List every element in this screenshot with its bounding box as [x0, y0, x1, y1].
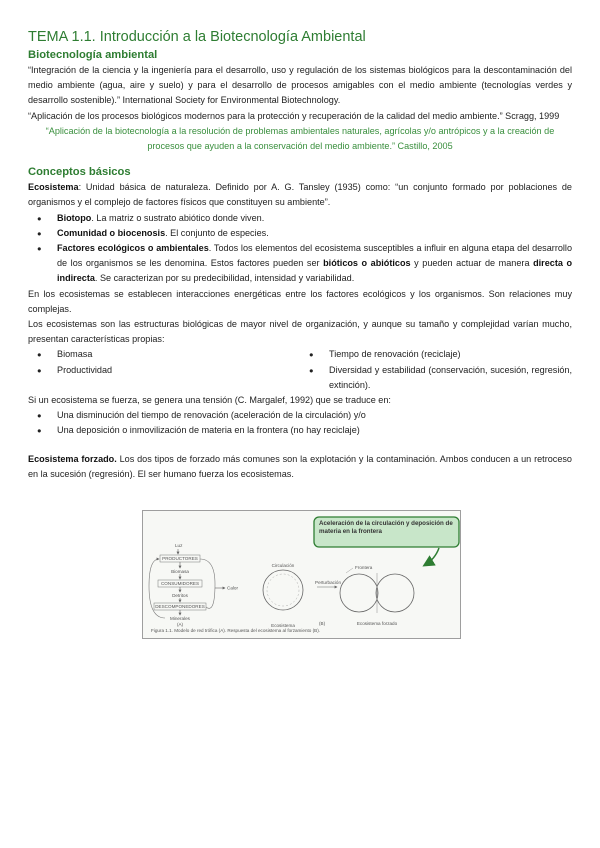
label-ecosistema-forzado: Ecosistema forzado: [356, 621, 398, 626]
list-item-comunidad: [28, 226, 572, 241]
label-consumidores: CONSUMIDORES: [160, 581, 200, 587]
term-bioticos-abioticos: bióticos o abióticos: [323, 258, 411, 269]
quote-isebiotech: “Integración de la ciencia y la ingeniería para el desarrollo, uso y regulación de los sistemas biológicos para la descontaminación del medio ambiente (agua, aire y suelo) y para el desarrollo de procesos amigables con el medio ambiente (tecnologías verdes y desarrollo sostenible).” International Society for Environmental Biotechnology.: [28, 65, 572, 106]
label-descomponedores: DESCOMPONEDORES: [155, 604, 205, 610]
label-biomasa: Biomasa: [171, 569, 189, 574]
paragraph-ecosistema-forzado: [28, 452, 572, 482]
paragraph-interacciones: En los ecosistemas se establecen interacciones energéticas entre los factores ecológicos y los organismos. Son relaciones muy complejas.: [28, 288, 572, 314]
list-tension: [28, 408, 572, 438]
label-panel-a: (A): [176, 622, 184, 627]
callout-text: Aceleración de la circulación y deposición de materia en la frontera: [319, 520, 453, 535]
quote-scragg: “Aplicación de los procesos biológicos modernos para la protección y recuperación de la calidad del medio ambiente.” Scragg, 1999: [28, 110, 560, 121]
figure-caption: Figura 1.1. Modelo de red trófica (A). Respuesta del ecosistema al forzamiento (B).: [151, 628, 321, 633]
circle-ecosistema: [263, 570, 303, 610]
label-panel-b: (B): [319, 621, 326, 626]
text-factores-1: . Todos los elementos del ecosistema susceptibles a influir en alguna etapa del desarrollo de los organismos se les denomina. Estos factores pueden ser: [57, 243, 573, 269]
list-item: ● Biomasa: [28, 347, 300, 362]
label-luz: Luz: [175, 543, 183, 548]
text-biotopo: . La matriz o sustrato abiótico donde viven.: [91, 212, 265, 223]
document-page: [28, 28, 572, 482]
def-ecosistema: : Unidad básica de naturaleza. Definido por A. G. Tansley (1935) como: “un conjunto formado por poblaciones de organismos y el complejo de factores físicos que constituyen su ambiente”.: [28, 182, 572, 208]
quote-castillo: “Aplicación de la biotecnología a la resolución de problemas ambientales naturales, agrícolas y/o antrópicos y a la creación de procesos que ayuden a la conservación del medio ambiente.” Castillo, 2005: [45, 125, 555, 152]
label-detritos: Detritos: [172, 593, 188, 598]
list-item: ● Una disminución del tiempo de renovación (aceleración de la circulación) y/o: [28, 408, 572, 423]
heading-conceptos-basicos: Conceptos básicos: [28, 166, 131, 179]
circle-forzado-left: [340, 574, 378, 612]
list-item-factores: [28, 241, 572, 287]
properties-columns: [28, 347, 572, 393]
label-circulacion: Circulación: [271, 563, 295, 568]
panel-a-diagram: [149, 543, 238, 627]
text-ecosistema-forzado: Los dos tipos de forzado más comunes son la explotación y la contaminación. Ambos conducen a un retroceso en la sucesión (regresión). El ser humano fuerza los ecosistemas.: [28, 453, 572, 479]
label-minerales: Minerales: [170, 616, 190, 621]
list-components: [28, 211, 572, 287]
label-calor: Calor: [227, 585, 238, 591]
paragraph-ecosistema: [28, 180, 572, 210]
list-item: ● Productividad: [28, 363, 300, 378]
label-perturbacion: Perturbación: [315, 580, 342, 585]
spacer: [28, 439, 572, 452]
text-comunidad: . El conjunto de especies.: [165, 227, 269, 238]
label-frontera: Frontera: [355, 565, 373, 570]
list-item: ● Diversidad y estabilidad (conservación, sucesión, regresión, extinción).: [300, 363, 572, 393]
page-title: TEMA 1.1. Introducción a la Biotecnología Ambiental: [28, 29, 366, 45]
figure-svg: [143, 511, 460, 638]
panel-b-diagram: [263, 563, 414, 628]
term-factores: Factores ecológicos o ambientales: [57, 243, 209, 254]
callout-container: [319, 520, 457, 546]
circle-ecosistema-inner: [267, 574, 299, 606]
term-ecosistema-forzado: Ecosistema forzado.: [28, 453, 117, 464]
text-factores-3: . Se caracterizan por su predecibilidad, intensidad y variabilidad.: [94, 273, 355, 284]
properties-left: [28, 347, 300, 393]
label-ecosistema: Ecosistema: [271, 623, 295, 628]
properties-right: [300, 347, 572, 393]
label-productores: PRODUCTORES: [162, 556, 198, 562]
callout-arrow: [425, 548, 439, 565]
caption-container: [151, 628, 451, 638]
list-item: ● Una deposición o inmovilización de materia en la frontera (no hay reciclaje): [28, 423, 572, 438]
term-directa-indirecta: directa o indirecta: [57, 258, 573, 284]
heading-biotecnologia-ambiental: Biotecnología ambiental: [28, 49, 158, 61]
text-factores-2: y pueden actuar de manera: [410, 258, 534, 269]
paragraph-tension: Si un ecosistema se fuerza, se genera una tensión (C. Margalef, 1992) que se traduce en:: [28, 395, 391, 406]
list-item: ● Tiempo de renovación (reciclaje): [300, 347, 572, 362]
pointer-frontera: [346, 568, 353, 573]
term-biotopo: Biotopo: [57, 212, 92, 223]
figure-ecosystem-model: [142, 510, 461, 639]
paragraph-estructuras: Los ecosistemas son las estructuras biológicas de mayor nivel de organización, y aunque su tamaño y complejidad varían mucho, presentan características propias:: [28, 319, 572, 345]
term-ecosistema: Ecosistema: [28, 182, 79, 193]
list-item-biotopo: [28, 211, 572, 226]
term-comunidad: Comunidad o biocenosis: [57, 227, 166, 238]
circle-forzado-right: [376, 574, 414, 612]
